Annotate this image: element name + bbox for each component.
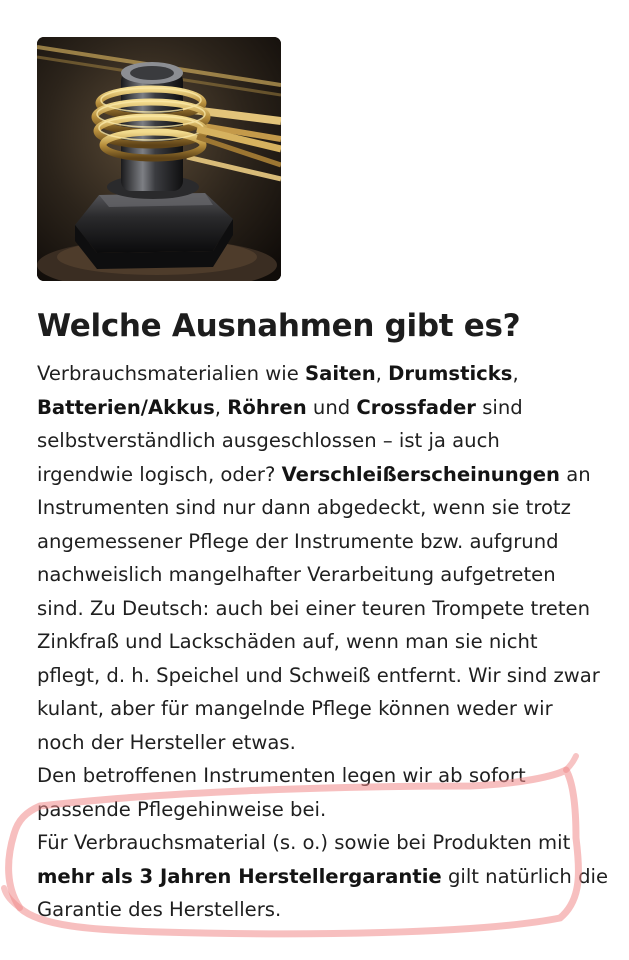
keyword-batteries: Batterien/Akkus	[37, 395, 215, 419]
text-line: Verbrauchsmaterialien wie Saiten, Drumsticks,	[37, 362, 519, 385]
article-paragraph	[37, 357, 607, 927]
keyword-crossfader: Crossfader	[356, 395, 476, 419]
text-line: kulant, aber für mangelnde Pflege können weder wir	[37, 697, 553, 720]
text-line: pflegt, d. h. Speichel und Schweiß entfernt. Wir sind zwar	[37, 663, 600, 687]
text-line: nachweislich mangelhafter Verarbeitung aufgetreten	[37, 563, 556, 586]
text-line: sind. Zu Deutsch: auch bei einer teuren Trompete treten	[37, 596, 591, 620]
text-line: selbstverständlich ausgeschlossen – ist ja auch	[37, 429, 500, 452]
keyword-wear: Verschleißerscheinungen	[281, 462, 560, 486]
text-line: Den betroffenen Instrumenten legen wir ab sofort	[37, 764, 526, 787]
text-line: passende Pflegehinweise bei.	[37, 797, 327, 821]
keyword-strings: Saiten	[305, 362, 376, 385]
text-line: angemessener Pflege der Instrumente bzw. aufgrund	[37, 529, 559, 553]
keyword-warranty: mehr als 3 Jahren Herstellergarantie	[37, 864, 442, 888]
keyword-drumsticks: Drumsticks	[388, 362, 513, 385]
text-line: Batterien/Akkus, Röhren und Crossfader sind	[37, 395, 523, 419]
text-line: mehr als 3 Jahren Herstellergarantie gilt natürlich die	[37, 864, 609, 888]
section-heading: Welche Ausnahmen gibt es?	[37, 308, 521, 344]
text-line: irgendwie logisch, oder? Verschleißerscheinungen an	[37, 462, 591, 486]
text-line: Zinkfraß und Lackschäden auf, wenn man sie nicht	[37, 630, 538, 653]
text-line: Garantie des Herstellers.	[37, 898, 282, 921]
text-line: Für Verbrauchsmaterial (s. o.) sowie bei Produkten mit	[37, 831, 571, 854]
text-line: Instrumenten sind nur dann abgedeckt, wenn sie trotz	[37, 496, 571, 519]
guitar-tuning-peg-image	[37, 37, 281, 281]
keyword-tubes: Röhren	[227, 395, 307, 419]
text-line: noch der Hersteller etwas.	[37, 730, 296, 754]
